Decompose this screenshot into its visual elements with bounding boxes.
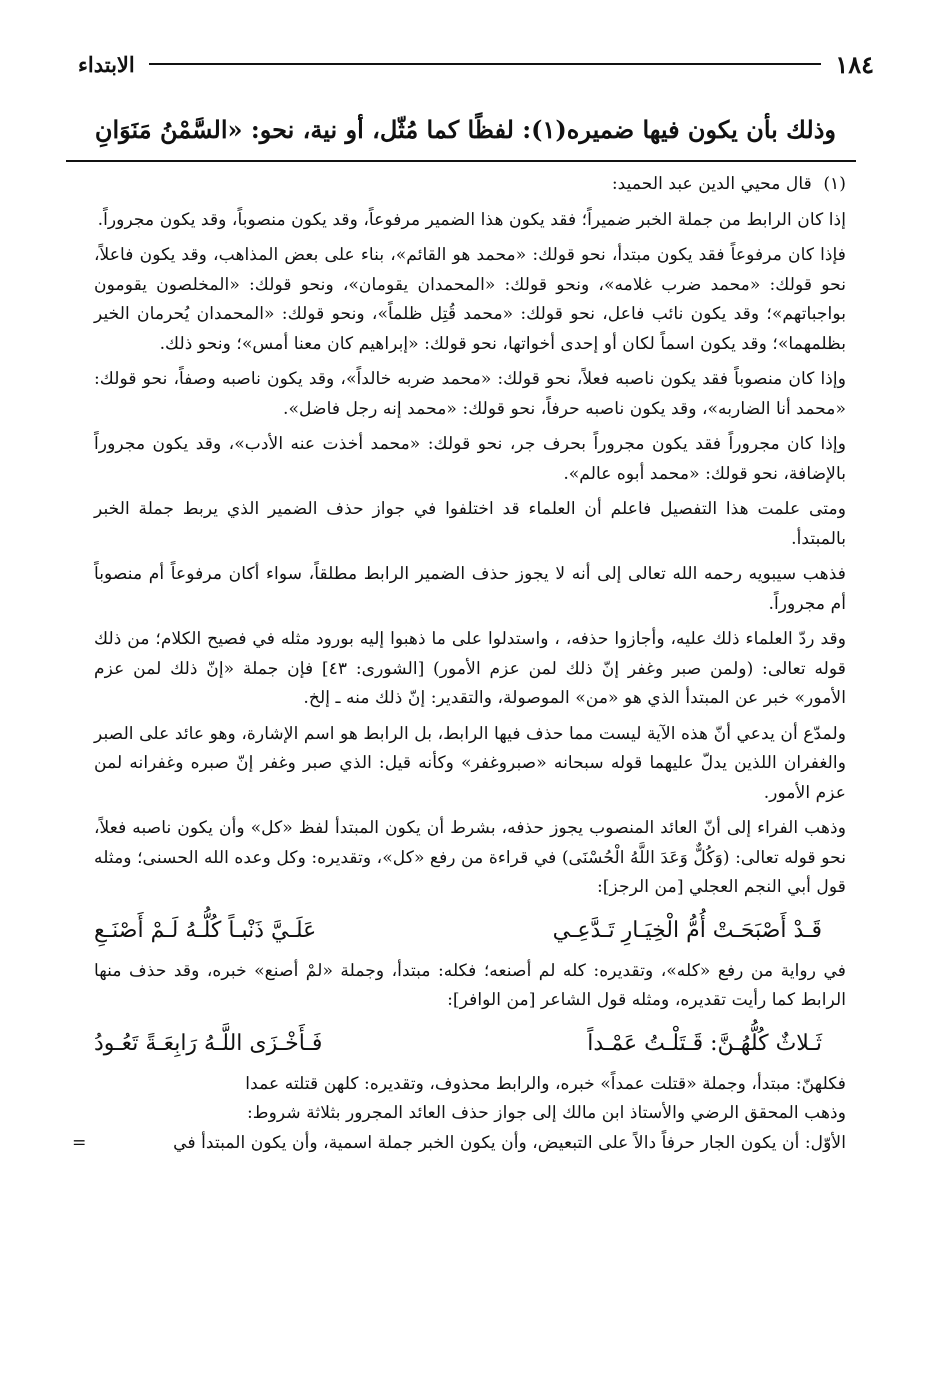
footnote-paragraph: ومتى علمت هذا التفصيل فاعلم أن العلماء قد اختلفوا في جواز حذف الضمير الذي يربط جملة الخبر بالمبتدأ.: [94, 499, 846, 549]
verse-2-second-hemistich: فَـأَخْـزَى اللَّـهُ رَابِعَـةً تَعُـودُ: [94, 1030, 323, 1056]
verse-1-second-hemistich: عَلَـيَّ ذَنْبـاً كُلُّـهُ لَـمْ أَصْنَـعِ: [94, 917, 317, 943]
footnote-paragraph: وذهب المحقق الرضي والأستاذ ابن مالك إلى جواز حذف العائد المجرور بثلاثة شروط:: [246, 1103, 846, 1123]
footnote-paragraph: فكلهنّ: مبتدأ، وجملة «قتلت عمداً» خبره، والرابط محذوف، وتقديره: كلهن قتلته عمدا: [245, 1073, 846, 1094]
main-text-line: وذلك بأن يكون فيها ضميره(١): لفظًا كما مُثّل، أو نية، نحو: «السَّمْنُ مَنَوَانِ: [94, 115, 836, 144]
verse-1: [94, 909, 846, 953]
verse-1-first-hemistich: قَـدْ أَصْبَحَـتْ أُمُّ الْخِيَـارِ تَـدَّعِـي: [552, 917, 822, 943]
verse-2: [94, 1022, 846, 1066]
footnote-paragraph: فإذا كان مرفوعاً فقد يكون مبتدأ، نحو قولك: «محمد هو القائم»، بناء على بعض المذاهب، وقد يكون فاعلاً، نحو قولك: «محمد ضرب غلامه»، ونحو قولك: «المحمدان يقومان»، ونحو قولك: «المخلصون يقومون بواجباتهم»؛ وقد يكون نائب فاعل، نحو قولك: «محمد قُتِل ظلماً»، ونحو قولك: «المحمدان يُحرمان الخير بظلمهما»؛ وقد يكون اسماً لكان أو إحدى أخواتها، نحو قولك: «إبراهيم كان معنا أمس»؛ ونحو ذلك.: [94, 245, 846, 354]
footnote-separator: [66, 160, 856, 162]
verse-2-first-hemistich: ثَـلاثٌ كُلُّهُـنَّ: قَـتَلْـتُ عَمْـداً: [587, 1030, 822, 1056]
footnote-last-line: [72, 1129, 846, 1159]
footnote-paragraph: في رواية من رفع «كله»، وتقديره: كله لم أصنعه؛ فكله: مبتدأ، وجملة «لمْ أصنع» خبره، وقد حذف منها الرابط كما رأيت تقديره، ومثله قول الشاعر [من الوافر]:: [94, 960, 846, 1010]
footnote-marker: (١): [823, 174, 846, 194]
running-title: الابتداء: [78, 51, 135, 77]
footnote-paragraph: إذا كان الرابط من جملة الخبر ضميراً؛ فقد يكون هذا الضمير مرفوعاً، وقد يكون منصوباً، وقد يكون مجروراً.: [97, 209, 846, 230]
footnote: [72, 170, 847, 1158]
footnote-paragraph: ولمدّع أن يدعي أنّ هذه الآية ليست مما حذف فيها الرابط، بل الرابط هو اسم الإشارة، وهو عائد على الصبر والغفران اللذين يدلّ عليهما قوله سبحانه «صبروغفر» وكأنه قيل: الذي صبر وغفر إنّ صبره وغفرانه لمن عزم الأمور.: [94, 723, 846, 803]
page-header: [78, 44, 874, 84]
footnote-paragraph: وإذا كان منصوباً فقد يكون ناصبه فعلاً، نحو قولك: «محمد ضربه خالداً»، وقد يكون ناصبه وصفاً، نحو قولك: «محمد أنا الضاربه»، وقد يكون ناصبه حرفاً، نحو قولك: «محمد إنه رجل فاضل».: [94, 369, 846, 419]
footnote-paragraph: وقد ردّ العلماء ذلك عليه، وأجازوا حذفه، ، واستدلوا على ما ذهبوا إليه بورود مثله في فصيح الكلام؛ من ذلك قوله تعالى: (ولمن صبر وغفر إنّ ذلك لمن عزم الأمور) [الشورى: ٤٣] فإن جملة «إنّ ذلك لمن عزم الأمور» خبر عن المبتدأ الذي هو «من» الموصولة، والتقدير: إنّ ذلك منه ـ إلخ.: [94, 629, 847, 708]
footnote-paragraph: فذهب سيبويه رحمه الله تعالى إلى أنه لا يجوز حذف الضمير الرابط مطلقاً، سواء أكان مرفوعاً أم منصوباً أم مجروراً.: [94, 564, 846, 614]
footnote-heading-text: قال محيي الدين عبد الحميد:: [611, 174, 812, 194]
header-rule: [149, 63, 822, 65]
page-number: ١٨٤: [835, 49, 874, 79]
continuation-mark: =: [72, 1132, 87, 1153]
footnote-paragraph: وإذا كان مجروراً فقد يكون مجروراً بحرف جر، نحو قولك: «محمد أخذت عنه الأدب»، وقد يكون مجروراً بالإضافة، نحو قولك: «محمد أبوه عالم».: [94, 434, 846, 484]
footnote-heading: [94, 170, 846, 200]
footnote-paragraph: وذهب الفراء إلى أنّ العائد المنصوب يجوز حذفه، بشرط أن يكون المبتدأ لفظ «كل» وأن يكون ناصبه فعلاً، نحو قوله تعالى: (وَكُلٌّ وَعَدَ اللَّهُ الْحُسْنَى) في قراءة من رفع «كل»، وتقديره: وكل وعده الله الحسنى؛ ومثله قول أبي النجم العجلي [من الرجز]:: [94, 818, 846, 897]
first-condition: الأوّل: أن يكون الجار حرفاً دالاً على التبعيض، وأن يكون الخبر جملة اسمية، وأن يكون المبتدأ في: [173, 1132, 846, 1153]
